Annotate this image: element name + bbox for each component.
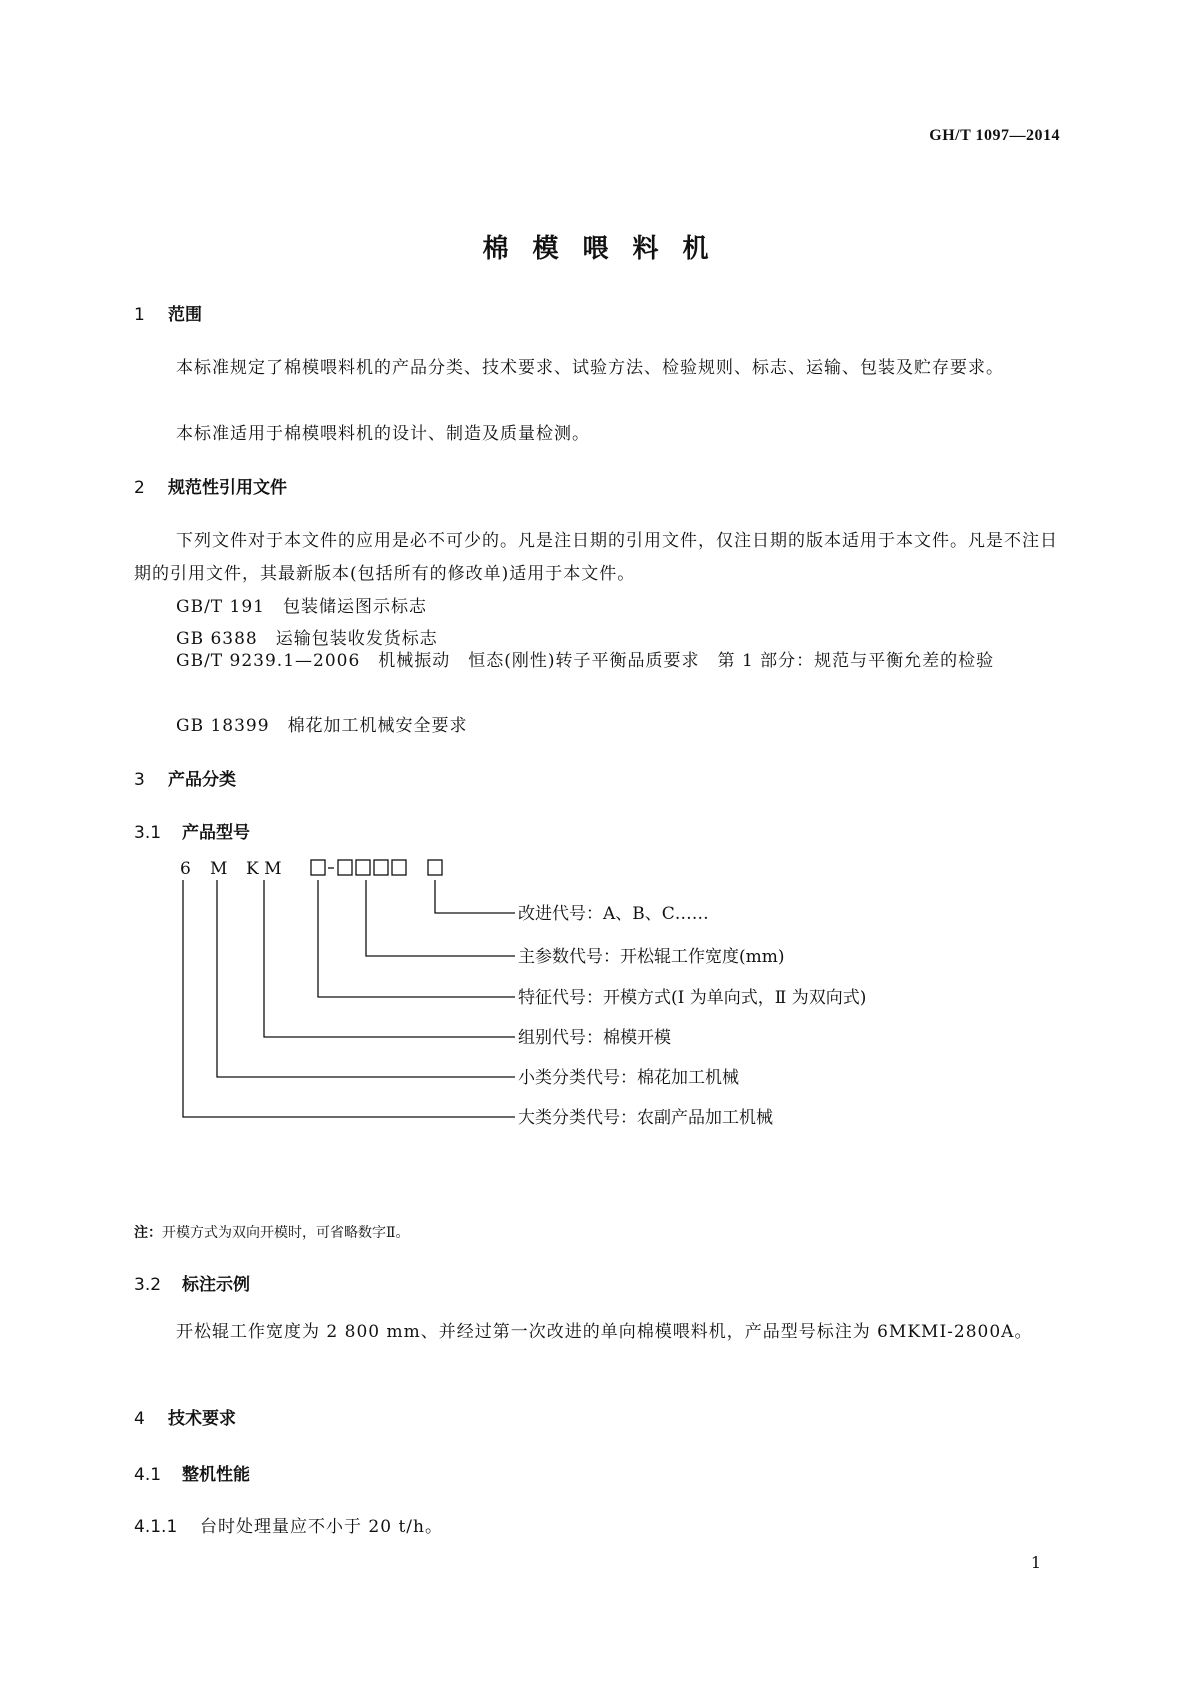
leader-line-group bbox=[264, 880, 515, 1037]
reference-title: 运输包装收发货标志 bbox=[275, 629, 438, 649]
section-3-2-heading bbox=[134, 1270, 250, 1295]
section-1-paragraph-1: 本标准规定了棉模喂料机的产品分类、技术要求、试验方法、检验规则、标志、运输、包装及贮存要求。 bbox=[176, 358, 1004, 378]
clause-number: 4.1.1 bbox=[134, 1517, 178, 1537]
reference-title: 机械振动 恒态(刚性)转子平衡品质要求 第 1 部分：规范与平衡允差的检验 bbox=[378, 651, 995, 671]
code-char-6: 6 bbox=[180, 859, 191, 879]
section-1-paragraph-2: 本标准适用于棉模喂料机的设计、制造及质量检测。 bbox=[176, 424, 590, 444]
leader-line-main-param bbox=[366, 880, 515, 956]
leader-line-feature bbox=[318, 880, 515, 997]
section-3-2-paragraph: 开松辊工作宽度为 2 800 mm、并经过第一次改进的单向棉模喂料机，产品型号标注为 6MKMⅠ-2800A。 bbox=[176, 1322, 1033, 1342]
label-subclass-code: 小类分类代号：棉花加工机械 bbox=[518, 1068, 739, 1088]
section-number: 3 bbox=[134, 770, 145, 790]
note-prefix: 注： bbox=[134, 1225, 162, 1241]
leader-line-improvement bbox=[435, 880, 515, 913]
label-group-code: 组别代号：棉模开模 bbox=[518, 1028, 671, 1048]
reference-code: GB/T 191 bbox=[176, 597, 265, 617]
section-2-heading bbox=[134, 473, 287, 498]
diagram-note bbox=[134, 1222, 410, 1242]
section-title: 规范性引用文件 bbox=[168, 478, 287, 498]
reference-code: GB 18399 bbox=[176, 716, 270, 736]
label-improvement-code: 改进代号：A、B、C…… bbox=[518, 904, 709, 924]
code-box bbox=[356, 860, 370, 875]
section-number: 2 bbox=[134, 478, 145, 498]
reference-code: GB/T 9239.1—2006 bbox=[176, 651, 361, 671]
section-3-1-heading bbox=[134, 818, 250, 843]
section-1-heading bbox=[134, 300, 202, 325]
clause-text: 台时处理量应不小于 20 t/h。 bbox=[200, 1517, 443, 1537]
label-class-code: 大类分类代号：农副产品加工机械 bbox=[518, 1108, 773, 1128]
section-3-heading bbox=[134, 765, 236, 790]
reference-title: 棉花加工机械安全要求 bbox=[287, 716, 468, 736]
code-box bbox=[338, 860, 352, 875]
code-char-m: M bbox=[210, 859, 228, 879]
section-4-1-heading bbox=[134, 1460, 250, 1485]
document-title: 棉模喂料机 bbox=[482, 234, 733, 264]
code-box bbox=[392, 860, 406, 875]
section-2-paragraph-1: 下列文件对于本文件的应用是必不可少的。凡是注日期的引用文件，仅注日期的版本适用于本文件。凡是不注日期的引用文件，其最新版本(包括所有的修改单)适用于本文件。 bbox=[134, 531, 1058, 584]
section-title: 产品分类 bbox=[168, 770, 236, 790]
reference-item bbox=[176, 711, 468, 736]
section-number: 1 bbox=[134, 305, 145, 325]
section-number: 3.2 bbox=[134, 1275, 162, 1295]
code-char-km: K M bbox=[246, 859, 282, 879]
page-number: 1 bbox=[1030, 1553, 1041, 1572]
reference-item bbox=[134, 645, 1058, 678]
product-model-diagram bbox=[180, 859, 880, 1220]
reference-code: GB 6388 bbox=[176, 629, 258, 649]
section-number: 4 bbox=[134, 1409, 145, 1429]
section-4-heading bbox=[134, 1404, 236, 1429]
note-text: 开模方式为双向开模时，可省略数字Ⅱ。 bbox=[162, 1225, 410, 1241]
section-number: 3.1 bbox=[134, 823, 162, 843]
section-number: 4.1 bbox=[134, 1465, 162, 1485]
leader-line-class bbox=[183, 880, 515, 1117]
section-title: 标注示例 bbox=[182, 1275, 250, 1295]
section-title: 整机性能 bbox=[182, 1465, 250, 1485]
label-main-param-code: 主参数代号：开松辊工作宽度(mm) bbox=[518, 947, 785, 967]
code-box bbox=[428, 860, 442, 875]
section-title: 技术要求 bbox=[168, 1409, 236, 1429]
clause-4-1-1 bbox=[134, 1512, 443, 1537]
code-box bbox=[311, 860, 325, 875]
reference-title: 包装储运图示标志 bbox=[283, 597, 427, 617]
code-box bbox=[374, 860, 388, 875]
section-title: 范围 bbox=[168, 305, 202, 325]
reference-item bbox=[176, 592, 427, 617]
standard-number: GH/T 1097—2014 bbox=[929, 127, 1060, 144]
label-feature-code: 特征代号：开模方式(Ⅰ 为单向式，Ⅱ 为双向式) bbox=[518, 988, 867, 1008]
section-title: 产品型号 bbox=[182, 823, 250, 843]
